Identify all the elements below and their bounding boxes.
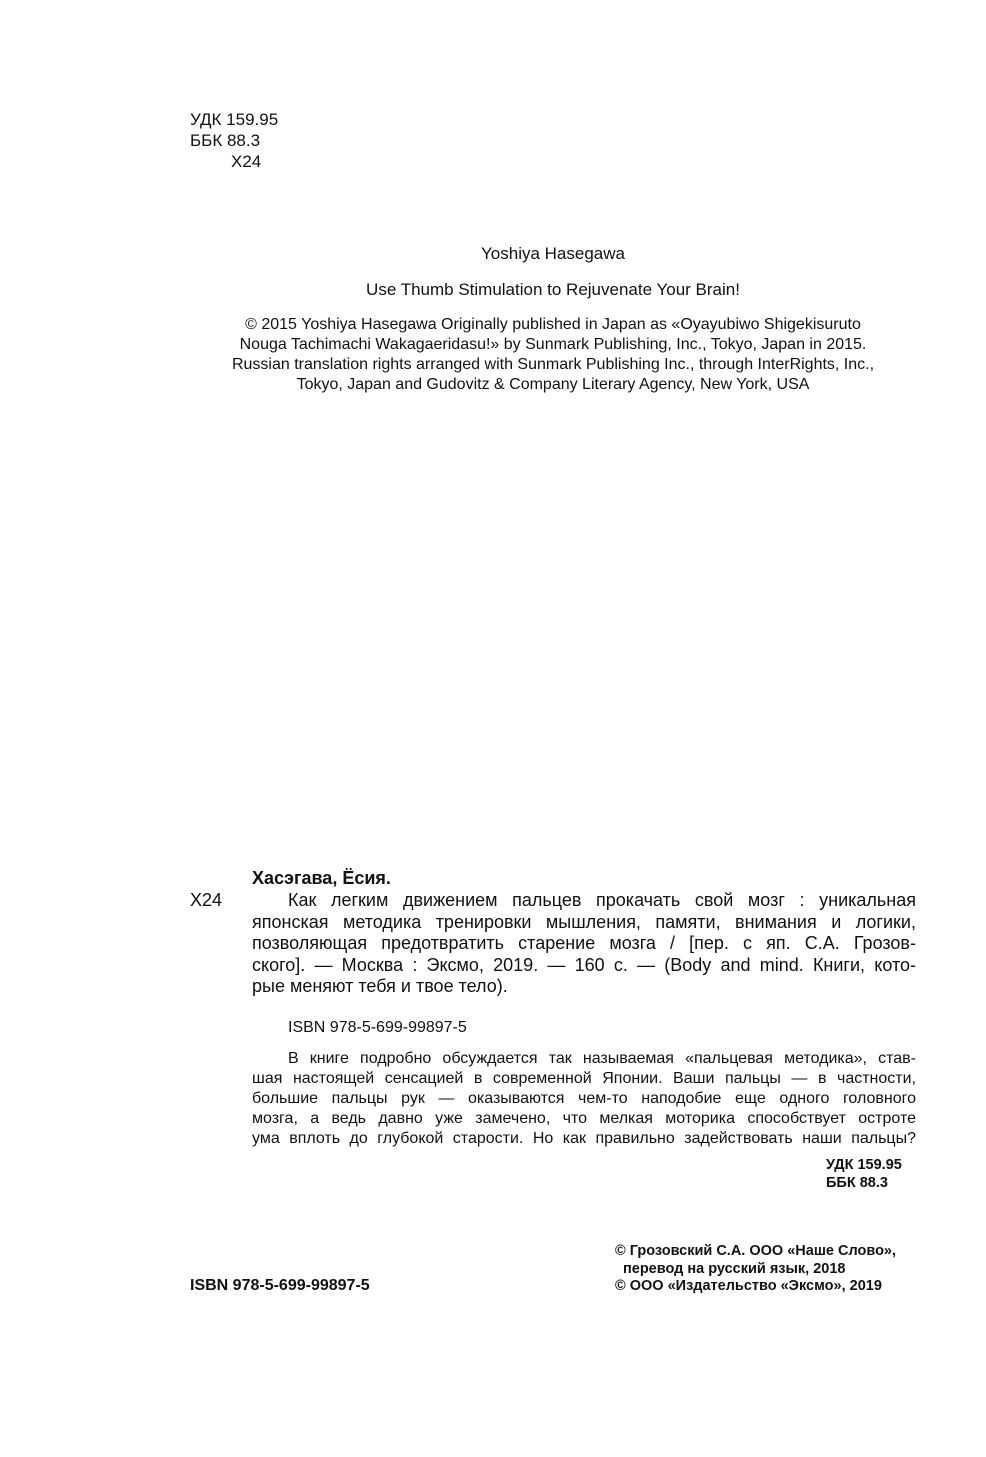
catalog-description xyxy=(252,890,916,998)
footer-copyrights xyxy=(615,1243,896,1296)
catalog-isbn: ISBN 978-5-699-99897-5 xyxy=(288,1019,467,1036)
copyright-line: © 2015 Yoshiya Hasegawa Originally published in Japan as «Oyayubiwo Shigekisuruto xyxy=(245,316,861,333)
catalog-udk: УДК 159.95 xyxy=(826,1157,902,1173)
annotation-line: ума вплоть до глубокой старости. Но как правильно задействовать наши пальцы? xyxy=(252,1130,916,1147)
description-line: японская методика тренировки мышления, памяти, внимания и логики, xyxy=(252,911,916,932)
footer-copyright-line: © Грозовский С.А. ООО «Наше Слово», xyxy=(615,1243,897,1259)
catalog-author-mark: Х24 xyxy=(190,890,223,910)
description-line: позволяющая предотвратить старение мозга / [пер. с яп. С.А. Грозов- xyxy=(252,933,916,953)
top-bbk: ББК 88.3 xyxy=(190,131,261,150)
description-line: ского]. — Москва : Эксмо, 2019. — 160 с. — (Body and mind. Книги, кото- xyxy=(252,954,916,975)
catalog-bbk: ББК 88.3 xyxy=(826,1175,888,1191)
footer-isbn: ISBN 978-5-699-99897-5 xyxy=(190,1277,370,1294)
annotation-line: шая настоящей сенсацией в современной Японии. Ваши пальцы — в частности, xyxy=(252,1070,916,1087)
copyright-line: Tokyo, Japan and Gudovitz & Company Literary Agency, New York, USA xyxy=(296,376,810,393)
original-author: Yoshiya Hasegawa xyxy=(481,244,625,263)
annotation-line: В книге подробно обсуждается так называемая «пальцевая методика», став- xyxy=(288,1050,916,1067)
catalog-author-heading: Хасэгава, Ёсия. xyxy=(252,868,391,888)
description-line: Как легким движением пальцев прокачать свой мозг : уникальная xyxy=(288,890,916,910)
annotation-line: мозга, а ведь давно уже замечено, что мелкая моторика способствует остроте xyxy=(252,1110,916,1127)
original-title: Use Thumb Stimulation to Rejuvenate Your Brain! xyxy=(366,280,740,299)
top-udk: УДК 159.95 xyxy=(190,110,279,129)
footer-copyright-line: © ООО «Издательство «Эксмо», 2019 xyxy=(615,1278,882,1294)
copyright-line: Nouga Tachimachi Wakagaeridasu!» by Sunmark Publishing, Inc., Tokyo, Japan in 2015. xyxy=(239,336,867,353)
top-author-mark: Х24 xyxy=(231,152,262,171)
catalog-annotation xyxy=(252,1049,916,1149)
description-line: рые меняют тебя и твое тело). xyxy=(252,976,508,996)
original-copyright xyxy=(190,315,916,395)
footer-copyright-line: перевод на русский язык, 2018 xyxy=(623,1260,846,1277)
copyright-line: Russian translation rights arranged with Sunmark Publishing Inc., through InterRights, Inc., xyxy=(231,356,875,373)
annotation-line: большие пальцы рук — оказываются чем-то наподобие еще одного головного xyxy=(252,1090,916,1107)
